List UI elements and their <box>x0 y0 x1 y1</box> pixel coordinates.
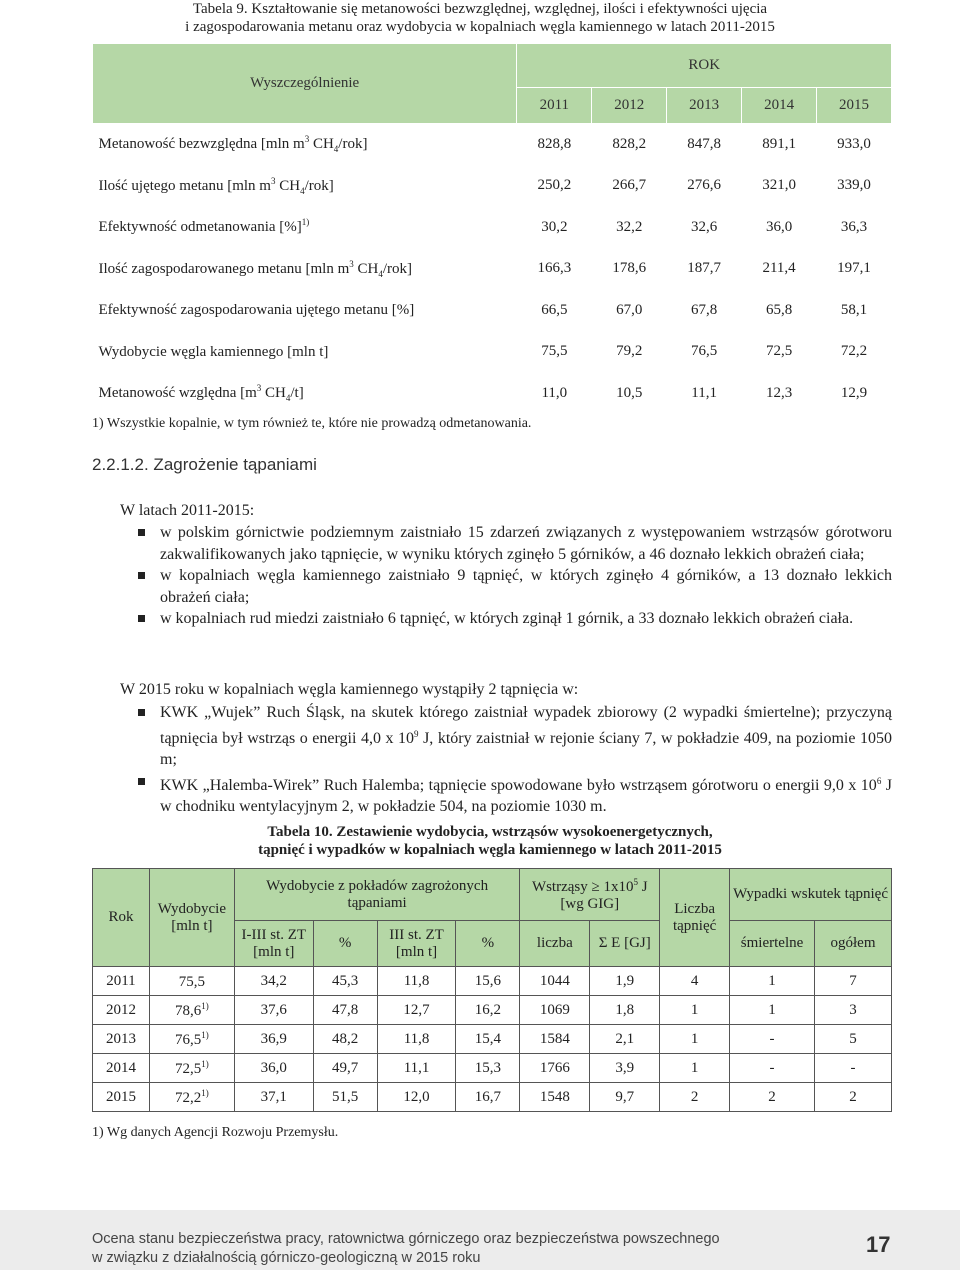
header-label: Wyszczególnienie <box>93 44 517 124</box>
table-cell: 37,6 <box>234 996 313 1025</box>
col-energy: Σ E [GJ] <box>590 921 660 967</box>
table-row <box>93 165 892 207</box>
header-group: ROK <box>517 44 892 88</box>
table-cell: 12,7 <box>377 996 456 1025</box>
table-cell: 2011 <box>93 967 150 996</box>
table-cell: 72,5$^{1)}$ <box>149 1054 234 1083</box>
col-wydobycie: Wydobycie [mln t] <box>149 869 234 967</box>
table-cell: 49,7 <box>313 1054 377 1083</box>
table-cell: 51,5 <box>313 1083 377 1112</box>
table10-footnote: 1) Wg danych Agencji Rozwoju Przemysłu. <box>92 1125 339 1140</box>
table-cell: 16,7 <box>456 1083 520 1112</box>
row-label: Wydobycie węgla kamiennego [mln t] <box>93 331 517 373</box>
table-cell: 78,6$^{1)}$ <box>149 996 234 1025</box>
col-pct2: % <box>456 921 520 967</box>
table-cell: 32,2 <box>592 207 667 249</box>
table-cell: 15,6 <box>456 967 520 996</box>
table-cell: 847,8 <box>667 124 742 166</box>
table-cell: 1044 <box>520 967 590 996</box>
table-cell: 1 <box>730 967 815 996</box>
table-cell: 1069 <box>520 996 590 1025</box>
table-cell: 37,1 <box>234 1083 313 1112</box>
table-cell: 36,0 <box>234 1054 313 1083</box>
table9-caption <box>0 0 960 36</box>
footer-line1: Ocena stanu bezpieczeństwa pracy, ratownictwa górniczego oraz bezpieczeństwa powszechnego <box>92 1231 720 1247</box>
list-item: KWK „Halemba-Wirek” Ruch Halemba; tąpnięcie spowodowane było wstrząsem górotworu o energii 9,0 x $10^6$ J w chodniku wentylacyjnym 2, w pokładzie 504, na poziomie 1030 m. <box>120 771 892 818</box>
table-cell: 11,8 <box>377 1025 456 1054</box>
table-cell: 828,8 <box>517 124 592 166</box>
year-header: 2013 <box>667 87 742 123</box>
table-cell: 2,1 <box>590 1025 660 1054</box>
table-cell: 166,3 <box>517 248 592 290</box>
table-cell: 828,2 <box>592 124 667 166</box>
table-cell: 36,3 <box>817 207 892 249</box>
methane-table <box>92 43 892 415</box>
table-row <box>93 1083 892 1112</box>
list-item: w kopalniach węgla kamiennego zaistniało 9 tąpnięć, w których zginęło 4 górników, a 13 doznało lekkich obrażeń ciała; <box>120 565 892 608</box>
table-cell: 45,3 <box>313 967 377 996</box>
table-cell: 32,6 <box>667 207 742 249</box>
table-cell: 75,5 <box>149 967 234 996</box>
table-cell: 2 <box>815 1083 892 1112</box>
col-smiertelne: śmiertelne <box>730 921 815 967</box>
table-row <box>93 248 892 290</box>
table-cell: 1 <box>660 1025 730 1054</box>
table-cell: 1,8 <box>590 996 660 1025</box>
table-cell: 15,3 <box>456 1054 520 1083</box>
table-cell: 47,8 <box>313 996 377 1025</box>
table-cell: 72,5 <box>742 331 817 373</box>
year-header: 2014 <box>742 87 817 123</box>
table-cell: 266,7 <box>592 165 667 207</box>
table-cell: 197,1 <box>817 248 892 290</box>
table-cell: 79,2 <box>592 331 667 373</box>
section-heading: 2.2.1.2. Zagrożenie tąpaniami <box>92 455 317 474</box>
table-cell: 36,9 <box>234 1025 313 1054</box>
table-cell: 36,0 <box>742 207 817 249</box>
table-cell: - <box>730 1025 815 1054</box>
table-cell: 178,6 <box>592 248 667 290</box>
table-cell: 72,2 <box>817 331 892 373</box>
table-cell: 1548 <box>520 1083 590 1112</box>
table-row <box>93 1025 892 1054</box>
table-cell: 2012 <box>93 996 150 1025</box>
table-cell: 2015 <box>93 1083 150 1112</box>
table-cell: 58,1 <box>817 290 892 332</box>
table-cell: 11,1 <box>377 1054 456 1083</box>
table-row <box>93 996 892 1025</box>
table-cell: 12,9 <box>817 373 892 415</box>
row-label: Ilość zagospodarowanego metanu [mln $m^3$ $CH_4/rok$] <box>93 248 517 290</box>
table-row <box>93 124 892 166</box>
table-cell: 75,5 <box>517 331 592 373</box>
table10-caption-line1: Tabela 10. Zestawienie wydobycia, wstrząsów wysokoenergetycznych, <box>267 824 713 840</box>
table-cell: 2013 <box>93 1025 150 1054</box>
table-cell: 12,3 <box>742 373 817 415</box>
list-item: w kopalniach rud miedzi zaistniało 6 tąpnięć, w których zginął 1 górnik, a 33 doznało lekkich obrażeń ciała. <box>120 608 892 630</box>
table-cell: 211,4 <box>742 248 817 290</box>
col-wypadki: Wypadki wskutek tąpnięć <box>730 869 892 921</box>
table-row <box>93 207 892 249</box>
row-label: Efektywność zagospodarowania ujętego metanu [%] <box>93 290 517 332</box>
col-zagrozonych: Wydobycie z pokładów zagrożonych tąpaniami <box>234 869 520 921</box>
table-cell: 250,2 <box>517 165 592 207</box>
table-cell: 30,2 <box>517 207 592 249</box>
footer-text <box>92 1230 720 1268</box>
table-cell: 34,2 <box>234 967 313 996</box>
row-label: Efektywność odmetanowania [%]$^{1)}$ <box>93 207 517 249</box>
col-liczba: liczba <box>520 921 590 967</box>
table-cell: 2014 <box>93 1054 150 1083</box>
page-footer <box>0 1210 960 1270</box>
year-header: 2011 <box>517 87 592 123</box>
row-label: Ilość ujętego metanu [mln $m^3$ $CH_4/rok$] <box>93 165 517 207</box>
year-header: 2015 <box>817 87 892 123</box>
table-cell: 11,1 <box>667 373 742 415</box>
table-cell: 1584 <box>520 1025 590 1054</box>
table-cell: 15,4 <box>456 1025 520 1054</box>
col-rok: Rok <box>93 869 150 967</box>
col-wstrzasy: Wstrząsy ≥ $1x10^5$ J [wg GIG] <box>520 869 660 921</box>
table-cell: 67,8 <box>667 290 742 332</box>
table-cell: 76,5$^{1)}$ <box>149 1025 234 1054</box>
footer-line2: w związku z działalnością górniczo-geologiczną w 2015 roku <box>92 1250 481 1266</box>
table-cell: 5 <box>815 1025 892 1054</box>
row-label: Metanowość względna [$m^3$ $CH_4/t$] <box>93 373 517 415</box>
table-cell: - <box>815 1054 892 1083</box>
list-item: KWK „Wujek” Ruch Śląsk, na skutek którego zaistniał wypadek zbiorowy (2 wypadki śmiertelne); przyczyną tąpnięcia był wstrząs o energii 4,0 x $10^9$ J, który zaistniał w rejonie ściany 7, w pokładzie 409, na poziomie 1050 m; <box>120 702 892 771</box>
table-cell: 276,6 <box>667 165 742 207</box>
table-row <box>93 1054 892 1083</box>
table-cell: - <box>730 1054 815 1083</box>
table-cell: 11,0 <box>517 373 592 415</box>
table-row <box>93 373 892 415</box>
col-ogolem: ogółem <box>815 921 892 967</box>
table9-footnote: 1) Wszystkie kopalnie, w tym również te, które nie prowadzą odmetanowania. <box>92 416 532 431</box>
table9-caption-line2: i zagospodarowania metanu oraz wydobycia w kopalniach węgla kamiennego w latach 2011-2015 <box>185 19 775 35</box>
list-item: w polskim górnictwie podziemnym zaistniało 15 zdarzeń związanych z występowaniem wstrząsów górotworu zakwalifikowanych jako tąpnięcie, w wyniku których zginęło 5 górników, a 46 doznało lekkich obrażeń ciała; <box>120 522 892 565</box>
table-cell: 1 <box>730 996 815 1025</box>
table-cell: 1 <box>660 996 730 1025</box>
table-cell: 76,5 <box>667 331 742 373</box>
table-cell: 933,0 <box>817 124 892 166</box>
year-header: 2012 <box>592 87 667 123</box>
bullet-list-1 <box>120 522 892 630</box>
table-cell: 2 <box>660 1083 730 1112</box>
bullet-list-2 <box>120 702 892 818</box>
table-cell: 321,0 <box>742 165 817 207</box>
col-pct1: % <box>313 921 377 967</box>
table-cell: 1,9 <box>590 967 660 996</box>
table-cell: 67,0 <box>592 290 667 332</box>
table10-caption <box>10 823 960 859</box>
table-row <box>93 967 892 996</box>
table-cell: 4 <box>660 967 730 996</box>
table-cell: 891,1 <box>742 124 817 166</box>
table-cell: 7 <box>815 967 892 996</box>
table-cell: 9,7 <box>590 1083 660 1112</box>
section-intro: W latach 2011-2015: <box>120 502 255 519</box>
col-i-iii: I-III st. ZT [mln t] <box>234 921 313 967</box>
section-intro2: W 2015 roku w kopalniach węgla kamiennego wystąpiły 2 tąpnięcia w: <box>120 681 579 698</box>
tremors-table <box>92 868 892 1112</box>
table-row <box>93 290 892 332</box>
table-cell: 3 <box>815 996 892 1025</box>
table-cell: 65,8 <box>742 290 817 332</box>
table-cell: 66,5 <box>517 290 592 332</box>
table10-caption-line2: tąpnięć i wypadków w kopalniach węgla kamiennego w latach 2011-2015 <box>258 842 722 858</box>
col-iii: III st. ZT [mln t] <box>377 921 456 967</box>
col-tapniec: Liczba tąpnięć <box>660 869 730 967</box>
table-cell: 11,8 <box>377 967 456 996</box>
table-cell: 1 <box>660 1054 730 1083</box>
row-label: Metanowość bezwzględna [mln $m^3$ $CH_4/rok$] <box>93 124 517 166</box>
table-row <box>93 331 892 373</box>
table-cell: 1766 <box>520 1054 590 1083</box>
table-cell: 72,2$^{1)}$ <box>149 1083 234 1112</box>
table-cell: 10,5 <box>592 373 667 415</box>
table9-caption-line1: Tabela 9. Kształtowanie się metanowości bezwzględnej, względnej, ilości i efektywności ujęcia <box>192 1 768 17</box>
table-cell: 16,2 <box>456 996 520 1025</box>
table-cell: 3,9 <box>590 1054 660 1083</box>
table-cell: 2 <box>730 1083 815 1112</box>
table-cell: 12,0 <box>377 1083 456 1112</box>
page-number: 17 <box>866 1232 891 1257</box>
table-cell: 339,0 <box>817 165 892 207</box>
table-cell: 187,7 <box>667 248 742 290</box>
table-cell: 48,2 <box>313 1025 377 1054</box>
